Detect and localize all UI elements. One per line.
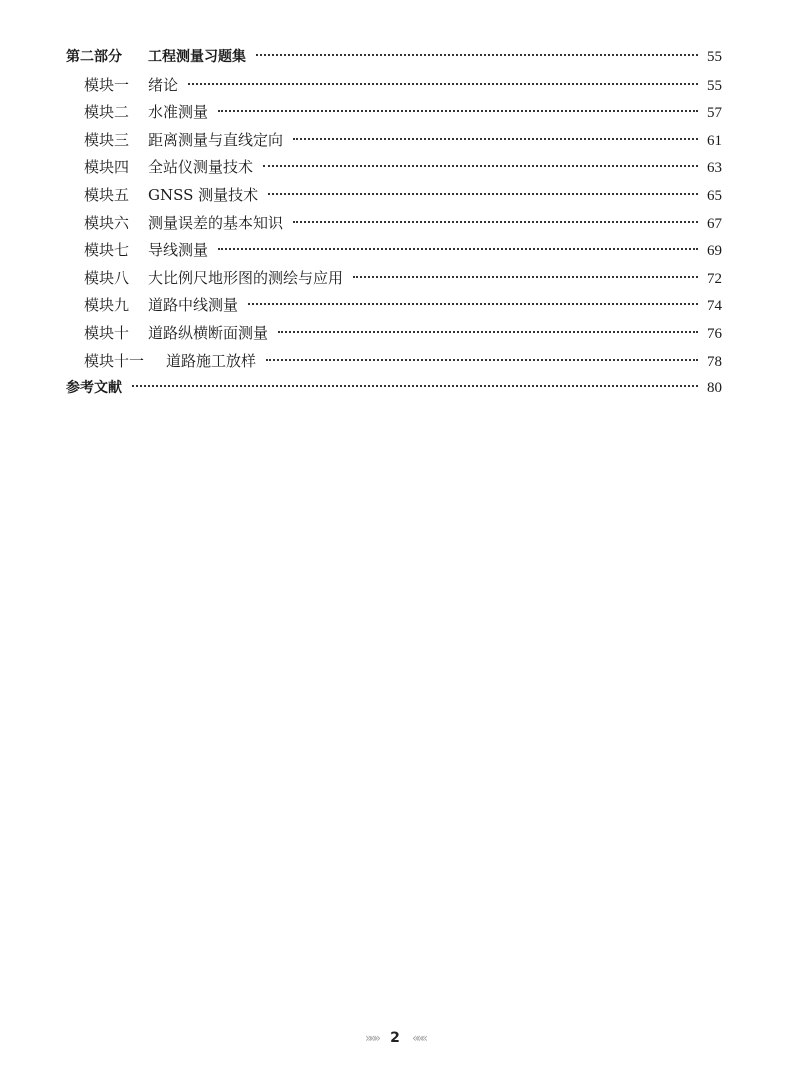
toc-entry-page: 67: [707, 215, 722, 232]
toc-entry-module-8[interactable]: [66, 265, 722, 293]
dot-leader: [293, 221, 698, 223]
dot-leader: [256, 54, 698, 56]
dot-leader: [293, 138, 698, 140]
toc-entry-page: 55: [707, 77, 722, 94]
toc-entry-prefix: 模块一: [84, 75, 130, 94]
toc-entry-prefix: 模块五: [84, 185, 130, 204]
page-footer: [0, 1030, 790, 1046]
dot-leader: [266, 359, 698, 361]
toc-entry-page: 65: [707, 187, 722, 204]
toc-entry-prefix: 模块十一: [84, 351, 145, 370]
toc-entry-module-2[interactable]: [66, 99, 722, 127]
toc-entry-prefix: 模块三: [84, 130, 130, 149]
toc-entry-title: 水准测量: [148, 103, 209, 122]
toc-entry-page: 80: [707, 380, 722, 397]
toc-entry-page: 78: [707, 353, 722, 370]
toc-entry-references[interactable]: [66, 375, 722, 403]
right-arrows-icon: «««: [412, 1031, 426, 1045]
toc-entry-title: 道路中线测量: [148, 296, 239, 315]
toc-entry-title: GNSS 测量技术: [148, 185, 259, 204]
toc-entry-prefix: 模块九: [84, 296, 130, 315]
toc-entry-title: 导线测量: [148, 241, 209, 260]
left-arrows-icon: »»»: [364, 1031, 378, 1045]
dot-leader: [248, 303, 698, 305]
toc-entry-prefix: 模块四: [84, 158, 130, 177]
toc-entry-module-7[interactable]: [66, 237, 722, 265]
dot-leader: [132, 385, 698, 387]
toc-entry-module-6[interactable]: [66, 210, 722, 238]
dot-leader: [218, 248, 698, 250]
toc-entry-prefix: 模块八: [84, 268, 130, 287]
toc-entry-page: 55: [707, 49, 722, 65]
dot-leader: [218, 110, 698, 112]
toc-entry-title: 参考文献: [66, 380, 122, 397]
toc-entry-title: 距离测量与直线定向: [148, 130, 284, 149]
toc-entry-title: 道路施工放样: [166, 351, 257, 370]
dot-leader: [263, 165, 698, 167]
toc-entry-page: 63: [707, 160, 722, 177]
toc-entry-module-1[interactable]: [66, 72, 722, 100]
toc-entry-module-10[interactable]: [66, 320, 722, 348]
toc-entry-prefix: 模块十: [84, 323, 130, 342]
toc-entry-page: 76: [707, 325, 722, 342]
toc-entry-module-3[interactable]: [66, 127, 722, 155]
toc-entry-page: 72: [707, 270, 722, 287]
toc-entry-title: 绪论: [148, 75, 179, 94]
toc-entry-module-9[interactable]: [66, 292, 722, 320]
toc-entry-prefix: 第二部分: [66, 49, 122, 65]
dot-leader: [188, 83, 698, 85]
toc-entry-prefix: 模块七: [84, 241, 130, 260]
toc-entry-title: 全站仪测量技术: [148, 158, 254, 177]
dot-leader: [353, 276, 698, 278]
toc-entry-module-4[interactable]: [66, 154, 722, 182]
toc-entry-prefix: 模块二: [84, 103, 130, 122]
toc-entry-prefix: 模块六: [84, 213, 130, 232]
toc-entry-module-11[interactable]: [66, 348, 722, 376]
toc-entry-page: 61: [707, 132, 722, 149]
toc-entry-title: 工程测量习题集: [148, 49, 246, 65]
toc-entry-page: 74: [707, 298, 722, 315]
table-of-contents: [66, 44, 722, 403]
dot-leader: [268, 193, 698, 195]
dot-leader: [278, 331, 698, 333]
toc-entry-title: 道路纵横断面测量: [148, 323, 269, 342]
toc-entry-module-5[interactable]: [66, 182, 722, 210]
toc-entry-page: 69: [707, 243, 722, 260]
toc-entry-title: 测量误差的基本知识: [148, 213, 284, 232]
toc-entry-part-two[interactable]: [66, 44, 722, 72]
page-number: 2: [390, 1030, 400, 1046]
toc-entry-page: 57: [707, 105, 722, 122]
toc-entry-title: 大比例尺地形图的测绘与应用: [148, 268, 344, 287]
